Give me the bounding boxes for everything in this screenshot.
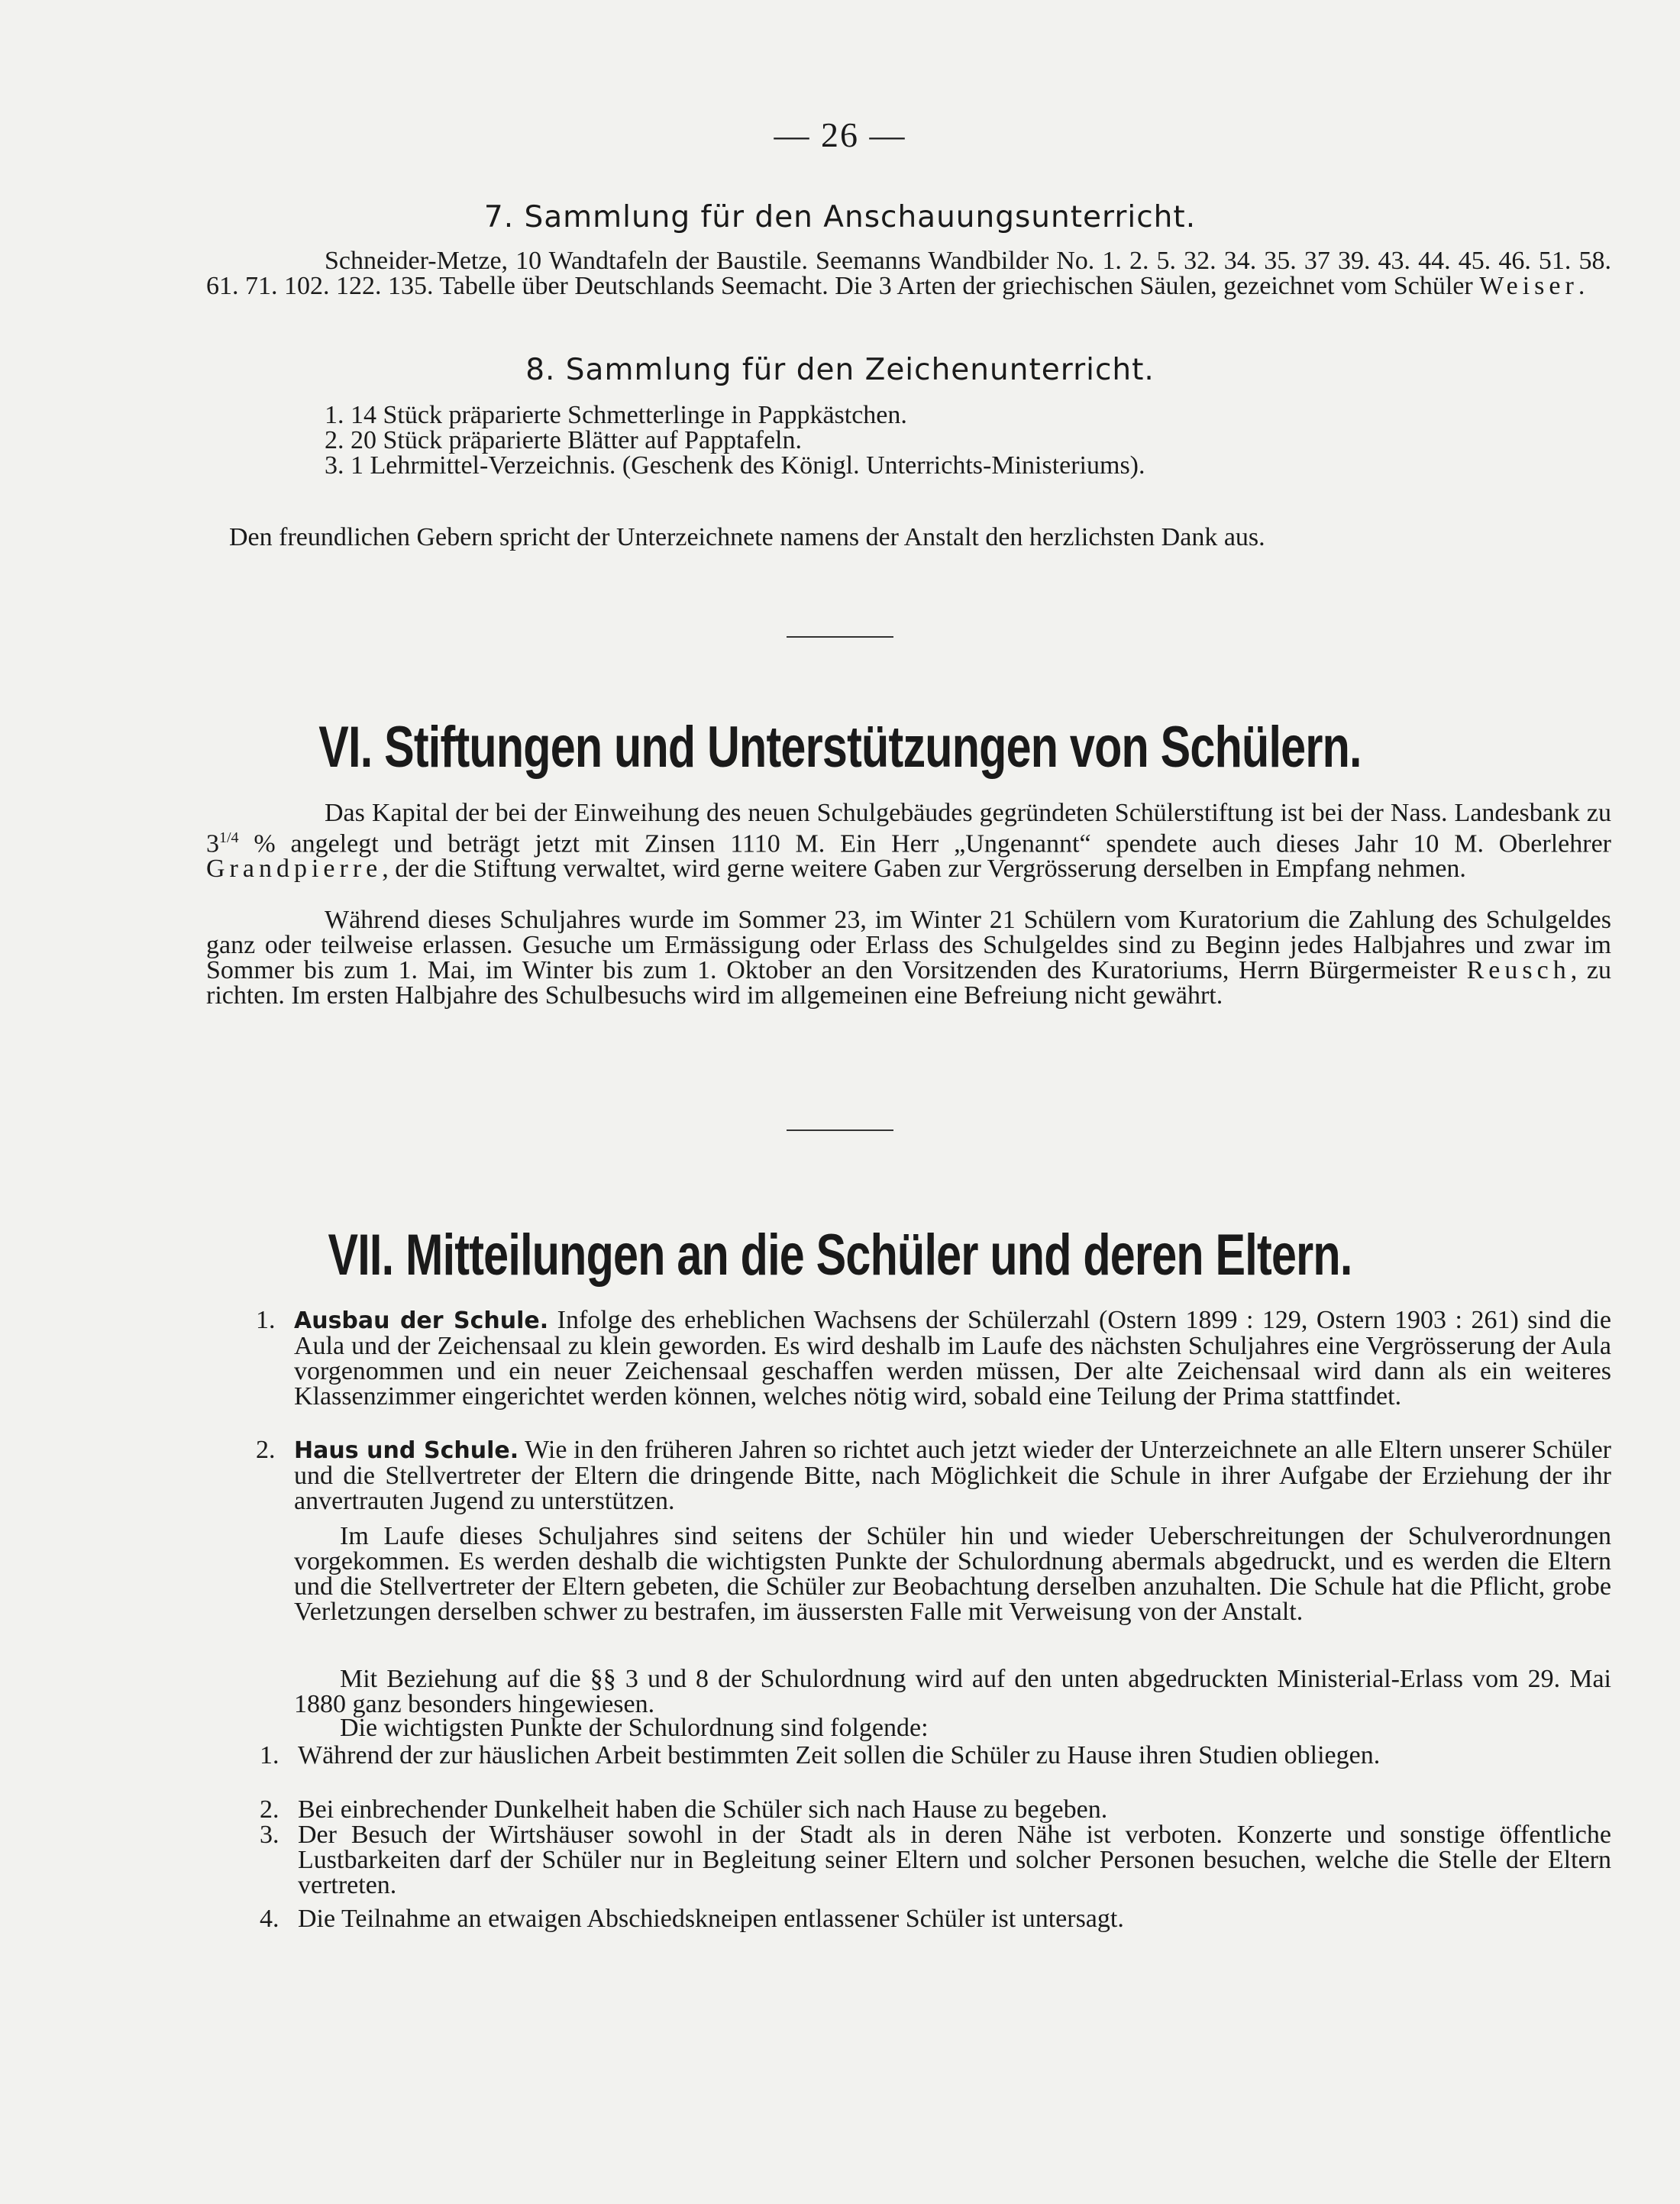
section-8-heading: 8. Sammlung für den Zeichenunterricht. xyxy=(525,353,1155,387)
section-vi-paragraph-1: Das Kapital der bei der Einweihung des neuen Schulgebäudes gegründeten Schülerstiftung ist bei der Nass. Landesbank zu $3^{1/4}$ % angelegt und beträgt jetzt mit Zinsen 1110 M. Ein Herr „Ungenannt“ spendete auch dieses Jahr 10 M. Oberlehrer Grandpierre, der die Stiftung verwaltet, wird gerne weitere Gaben zur Vergrösserung derselben in Empfang nehmen. xyxy=(206,799,1611,884)
item-haus-und-schule: 2. Haus und Schule. Wie in den früheren Jahren so richtet auch jetzt wieder der Unterzeichnete an alle Eltern unserer Schüler und die Stellvertreter der Eltern die dringende Bitte, nach Möglichkeit die Schule in ihrer Aufgabe der Erziehung der ihr anvertrauten Jugend zu unterstützen. xyxy=(256,1436,1611,1515)
rule-item: 3. Der Besuch der Wirtshäuser sowohl in der Stadt als in deren Nähe ist verboten. Konzerte und sonstige öffentliche Lustbarkeiten darf der Schüler nur in Begleitung seiner Eltern und solcher Personen besuchen, welche die Stelle der Eltern vertreten. xyxy=(260,1821,1611,1899)
section-vi-title: VI. Stiftungen und Unterstützungen von Schülern. xyxy=(318,715,1362,780)
item-label: Haus und Schule. xyxy=(294,1437,519,1464)
name-reusch: Reusch xyxy=(1466,956,1571,984)
item-label: Ausbau der Schule. xyxy=(294,1307,549,1334)
section-7-text: Schneider-Metze, 10 Wandtafeln der Baustile. Seemanns Wandbilder No. 1. 2. 5. 32. 34. 35. 37 39. 43. 44. 45. 46. 51. 58. 61. 71. 102. 122. 135. Tabelle über Deutschlands Seemacht. Die 3 Arten der griechischen Säulen, gezeichnet vom Schüler Weiser. xyxy=(206,247,1611,300)
divider xyxy=(787,636,893,638)
rule-item: 1. Während der zur häuslichen Arbeit bestimmten Zeit sollen die Schüler zu Hause ihren Studien obliegen. xyxy=(260,1741,1381,1769)
section-7-heading: 7. Sammlung für den Anschauungsunterricht. xyxy=(483,200,1197,234)
rule-item: 4. Die Teilnahme an etwaigen Abschiedskneipen entlassener Schüler ist untersagt. xyxy=(260,1905,1124,1933)
item-ausbau: 1. Ausbau der Schule. Infolge des erheblichen Wachsens der Schülerzahl (Ostern 1899 : 129, Ostern 1903 : 261) sind die Aula und der Zeichensaal zu klein geworden. Es wird deshalb im Laufe des nächsten Schuljahres eine Vergrösserung der Aula vorgenommen und ein neuer Zeichensaal geschaffen werden müssen, Der alte Zeichensaal wird dann als ein weiteres Klassenzimmer eingerichtet werden können, welches nötig wird, sobald eine Teilung der Prima stattfindet. xyxy=(256,1306,1611,1411)
fraction: 1/4 xyxy=(219,829,239,846)
page-number: — 26 — xyxy=(774,115,906,154)
paragraph: Im Laufe dieses Schuljahres sind seitens der Schüler hin und wieder Ueberschreitungen der Schulverordnungen vorgekommen. Es werden deshalb die wichtigsten Punkte der Schulordnung abermals abgedruckt, und es werden die Eltern und die Stellvertreter der Eltern gebeten, die Schüler zur Beobachtung derselben anzuhalten. Die Schule hat die Pflicht, grobe Verletzungen derselben schwer zu bestrafen, im äussersten Falle mit Verweisung von der Anstalt. xyxy=(294,1522,1611,1626)
name-grandpierre: Grandpierre xyxy=(206,855,383,884)
paragraph: Die wichtigsten Punkte der Schulordnung sind folgende: xyxy=(340,1714,929,1742)
paragraph: Mit Beziehung auf die §§ 3 und 8 der Schulordnung wird auf den unten abgedruckten Ministerial-Erlass vom 29. Mai 1880 ganz besonders hingewiesen. xyxy=(294,1665,1611,1718)
thanks-line: Den freundlichen Gebern spricht der Unterzeichnete namens der Anstalt den herzlichsten Dank aus. xyxy=(229,523,1265,551)
section-vii-title: VII. Mitteilungen an die Schüler und deren Eltern. xyxy=(328,1223,1352,1288)
section-vi-paragraph-2: Während dieses Schuljahres wurde im Sommer 23, im Winter 21 Schülern vom Kuratorium die Zahlung des Schulgeldes ganz oder teilweise erlassen. Gesuche um Ermässigung oder Erlass des Schulgeldes sind zu Beginn jedes Halbjahres und zwar im Sommer bis zum 1. Mai, im Winter bis zum 1. Oktober an den Vorsitzenden des Kuratoriums, Herrn Bürgermeister Reusch, zu richten. Im ersten Halbjahre des Schulbesuchs wird im allgemeinen eine Befreiung nicht gewährt. xyxy=(206,906,1611,1010)
rule-item: 2. Bei einbrechender Dunkelheit haben die Schüler sich nach Hause zu begeben. xyxy=(260,1795,1108,1824)
name-weiser: Weiser xyxy=(1479,272,1578,300)
list-item: 3. 1 Lehrmittel-Verzeichnis. (Geschenk des Königl. Unterrichts-Ministeriums). xyxy=(325,451,1145,480)
divider xyxy=(787,1129,893,1131)
list-item: 2. 20 Stück präparierte Blätter auf Papptafeln. xyxy=(325,426,802,454)
section-8-list xyxy=(325,402,1546,478)
list-item: 1. 14 Stück präparierte Schmetterlinge in Pappkästchen. xyxy=(325,401,907,429)
